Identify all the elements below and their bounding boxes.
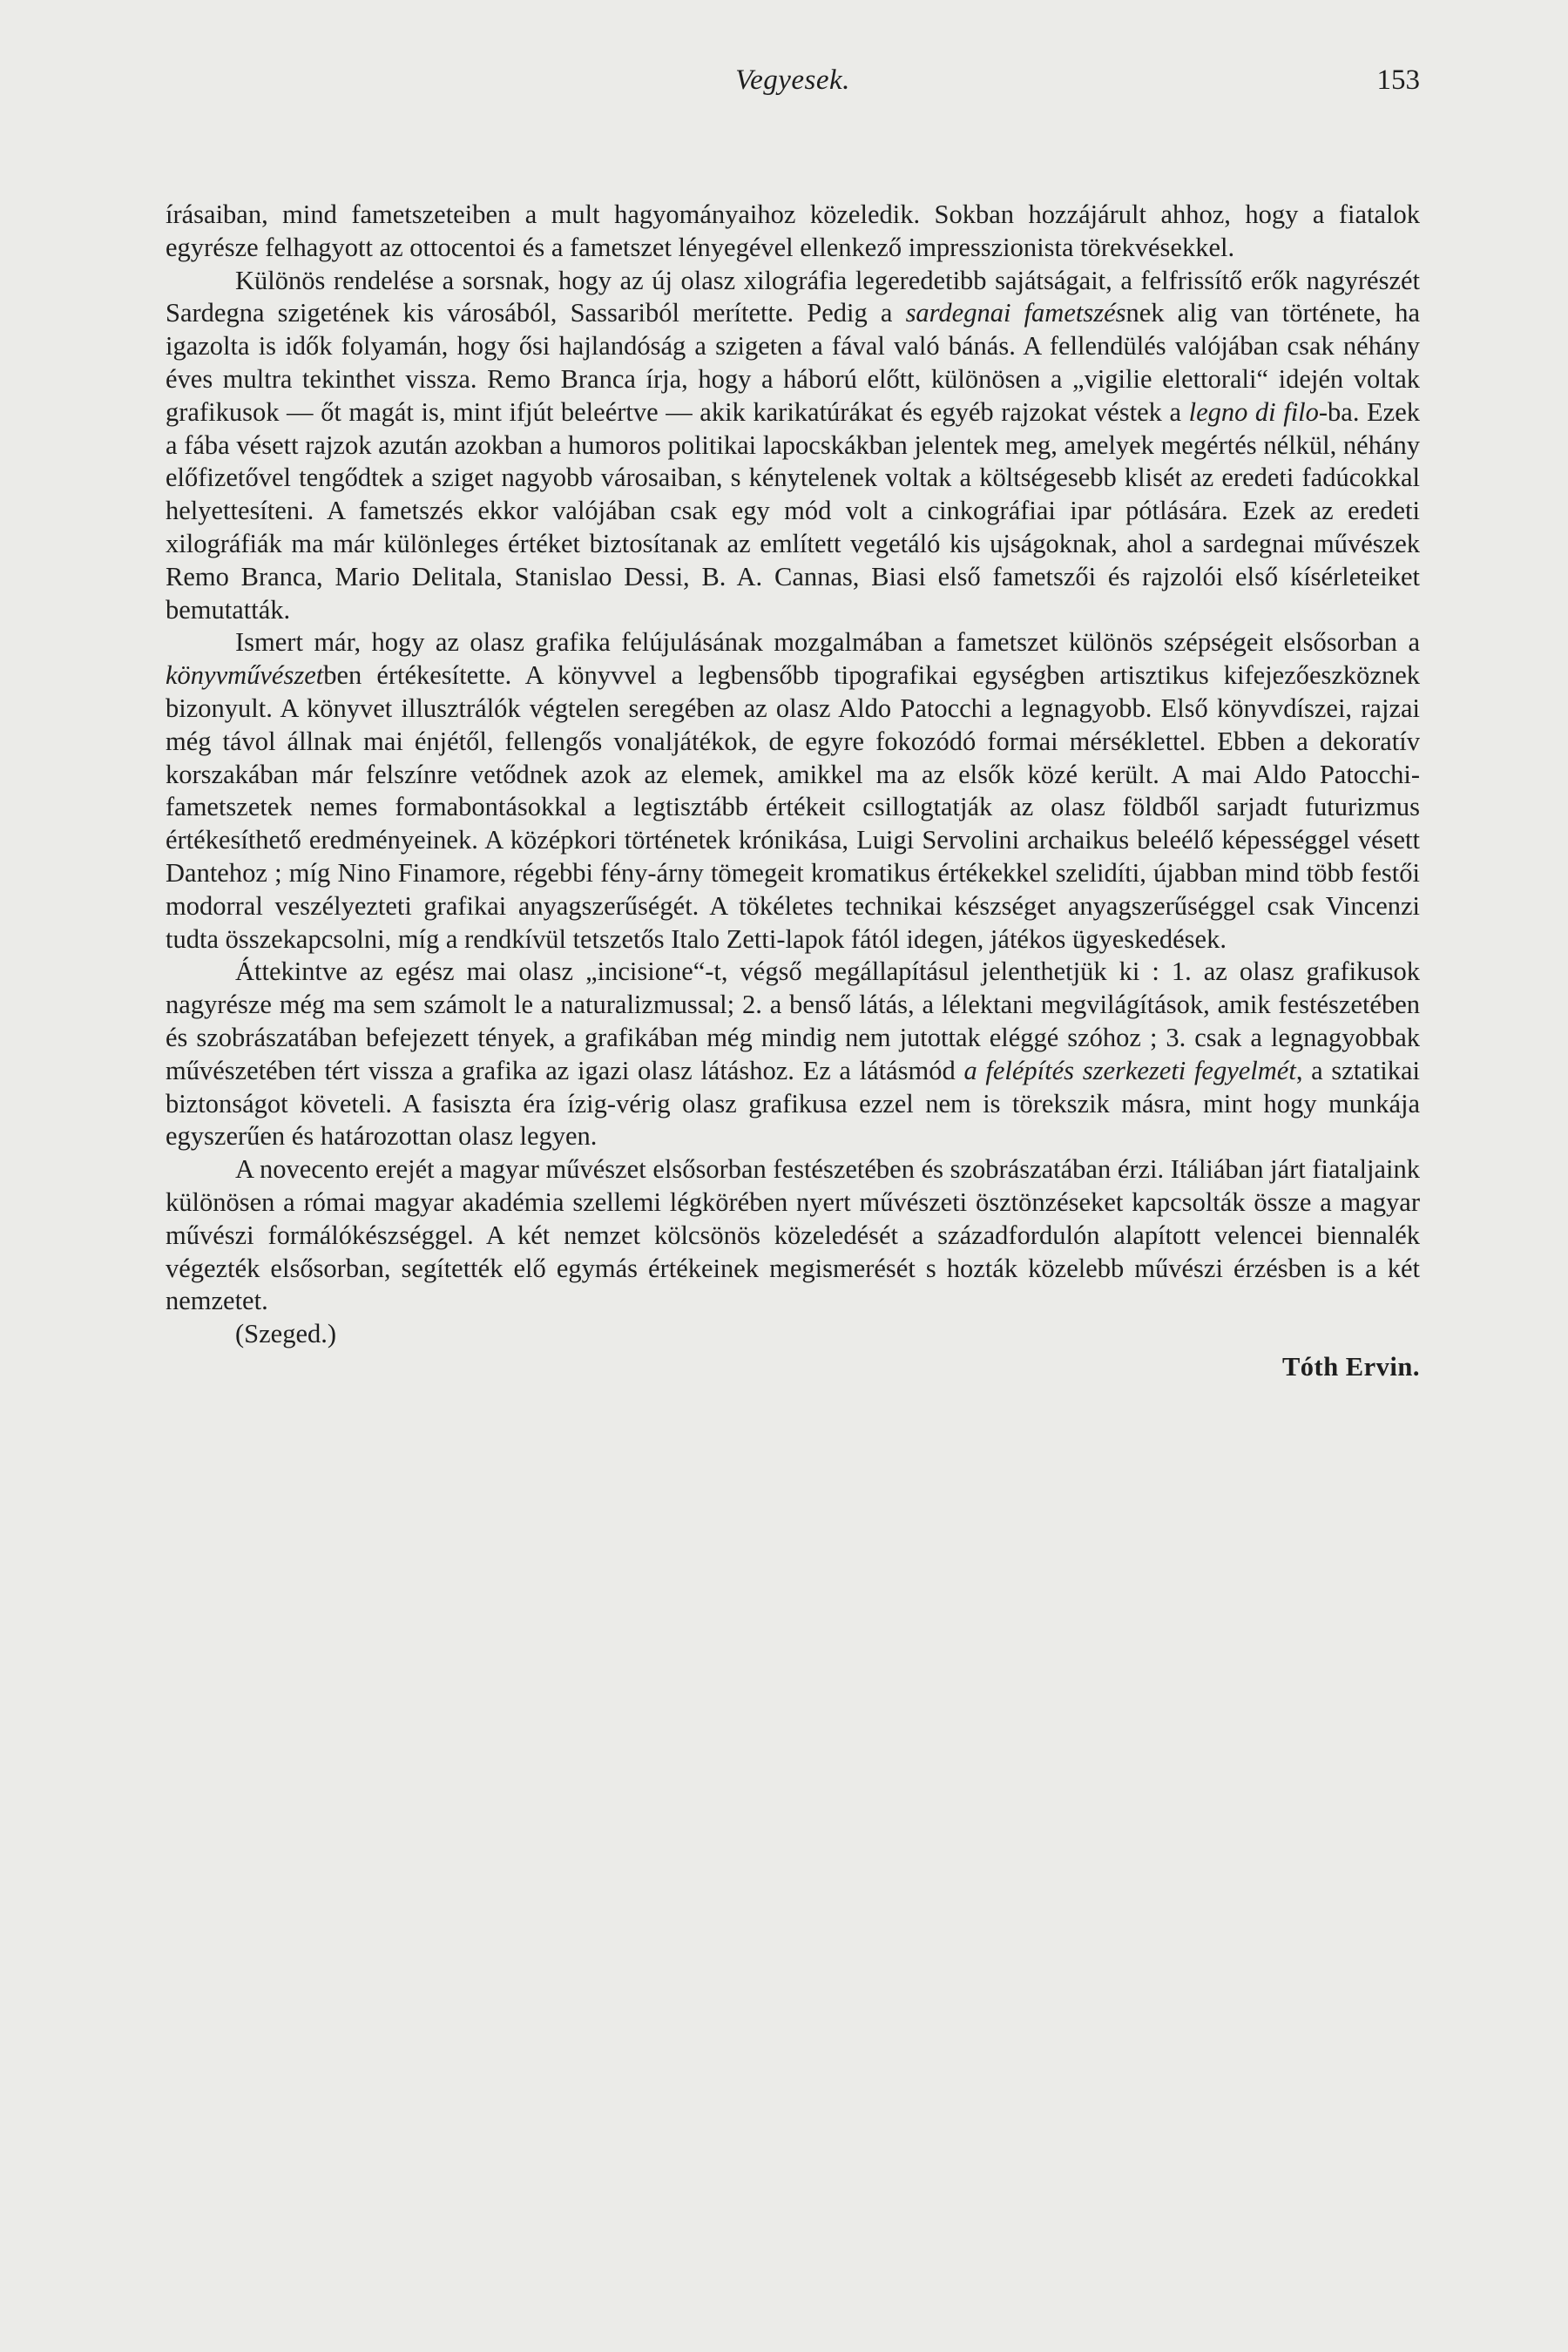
- running-title: Vegyesek.: [735, 64, 850, 96]
- paragraph: [166, 956, 1420, 1153]
- author-signature: Tóth Ervin.: [1281, 1351, 1420, 1382]
- italic-phrase: könyvművészet: [166, 660, 324, 691]
- text-run: , a sztatikai biztonságot követeli. A fasiszta éra ízig-vérig olasz grafikusa ezzel nem is törekszik másra, mint hogy munkája egyszerűen és határozottan olasz legyen.: [166, 1055, 1420, 1152]
- paragraph: [166, 626, 1420, 956]
- running-head: [166, 64, 1420, 108]
- paragraph: [166, 1153, 1420, 1318]
- text-run: A novecento erejét a magyar művészet elsősorban festészetében és szobrászatában érzi. Itáliában járt fiataljaink különösen a római magyar akadémia szellemi légkörében nyert művészeti ösztönzéseket kapcsolták össze a magyar művészi formálókészséggel. A két nemzet kölcsönös közeledését a századfordulón alapított velencei biennalék végezték elsősorban, segítették elő egymás értékeinek megismerését s hozták közelebb művészi érzésben is a két nemzetet.: [166, 1154, 1421, 1316]
- paragraph: [166, 265, 1420, 627]
- italic-phrase: legno di filo: [1188, 396, 1319, 427]
- text-run: nek alig van története, ha igazolta is idők folyamán, hogy ősi hajlandóság a szigeten a fával való bánás. A fellendülés valójában csak néhány éves multra tekinthet vissza. Remo Branca írja, hogy a háború előtt, különösen a „vigilie elettorali“ idején voltak grafikusok — őt magát is, mint ifjút beleértve — akik karikatúrákat és egyéb rajzokat véstek a: [166, 298, 1420, 427]
- paragraph: [166, 199, 1420, 265]
- article-body: [166, 199, 1420, 1384]
- text-run: írásaiban, mind fametszeteiben a mult hagyományaihoz közeledik. Sokban hozzájárult ahhoz, hogy a fiatalok egyrésze felhagyott az ottocentoi és a fametszet lényegével ellenkező impresszionista törekvésekkel.: [166, 199, 1420, 262]
- italic-phrase: sardegnai fametszés: [905, 298, 1126, 328]
- italic-phrase: a felépítés szerkezeti fegyelmét: [963, 1055, 1296, 1085]
- text-run: Ismert már, hogy az olasz grafika felújulásának mozgalmában a fametszet különös szépségeit elsősorban a: [235, 627, 1420, 658]
- place-note: (Szeged.): [235, 1319, 337, 1349]
- text-run: Különös rendelése a sorsnak, hogy az új olasz xilográfia legeredetibb sajátságait, a felfrissítő erők nagyrészét Sardegna szigetének kis városából, Sassariból merítette. Pedig a: [166, 265, 1420, 328]
- text-run: ben értékesítette. A könyvvel a legbensőbb tipografikai egységben artisztikus kifejezőeszköznek bizonyult. A könyvet illusztrálók végtelen seregében az olasz Aldo Patocchi a legnagyobb. Első könyvdíszei, rajzai még távol állnak mai énjétől, fellengős vonaljátékok, de egyre fokozódó formai mérséklettel. Ebben a dekoratív korszakában már felszínre vetődnek azok az elemek, amikkel ma az elsők közé került. A mai Aldo Patocchi-fametszetek nemes formabontásokkal a legtisztább értékeit csillogtatják az olasz földből sarjadt futurizmus értékesíthető eredményeinek. A középkori történetek krónikása, Luigi Servolini archaikus beleélő képességgel vésett Dantehoz ; míg Nino Finamore, régebbi fény-árny tömegeit kromatikus értékekkel szelidíti, újabban mind több festői modorral veszélyezteti grafikai anyagszerűségét. A tökéletes technikai készséget anyagszerűséggel csak Vincenzi tudta összekapcsolni, míg a rendkívül tetszetős Italo Zetti-lapok fától idegen, játékos ügyeskedések.: [166, 660, 1420, 954]
- text-run: Áttekintve az egész mai olasz „incisione“-t, végső megállapításul jelenthetjük ki : 1. az olasz grafikusok nagyrésze még ma sem számolt le a naturalizmussal; 2. a benső látás, a lélektani megvilágítások, amik festészetében és szobrászatában befejezett tények, a grafikában még mindig nem jutottak eléggé szóhoz ; 3. csak a legnagyobbak művészetében tért vissza a grafika az igazi olasz látáshoz. Ez a látásmód: [166, 956, 1420, 1085]
- text-run: -ba. Ezek a fába vésett rajzok azután azokban a humoros politikai lapocskákban jelentek meg, amelyek megértés nélkül, néhány előfizetővel tengődtek a sziget nagyobb városaiban, s kénytelenek voltak a költségesebb klisét az eredeti fadúcokkal helyettesíteni. A fametszés ekkor valójában csak egy mód volt a cinkográfiai ipar pótlására. Ezek az eredeti xilográfiák ma már különleges értéket biztosítanak az említett vegetáló kis ujságoknak, ahol a sardegnai művészek Remo Branca, Mario Delitala, Stanislao Dessi, B. A. Cannas, Biasi első fametszői és rajzolói első kísérleteiket bemutatták.: [166, 396, 1420, 625]
- page-number: 153: [1376, 64, 1420, 96]
